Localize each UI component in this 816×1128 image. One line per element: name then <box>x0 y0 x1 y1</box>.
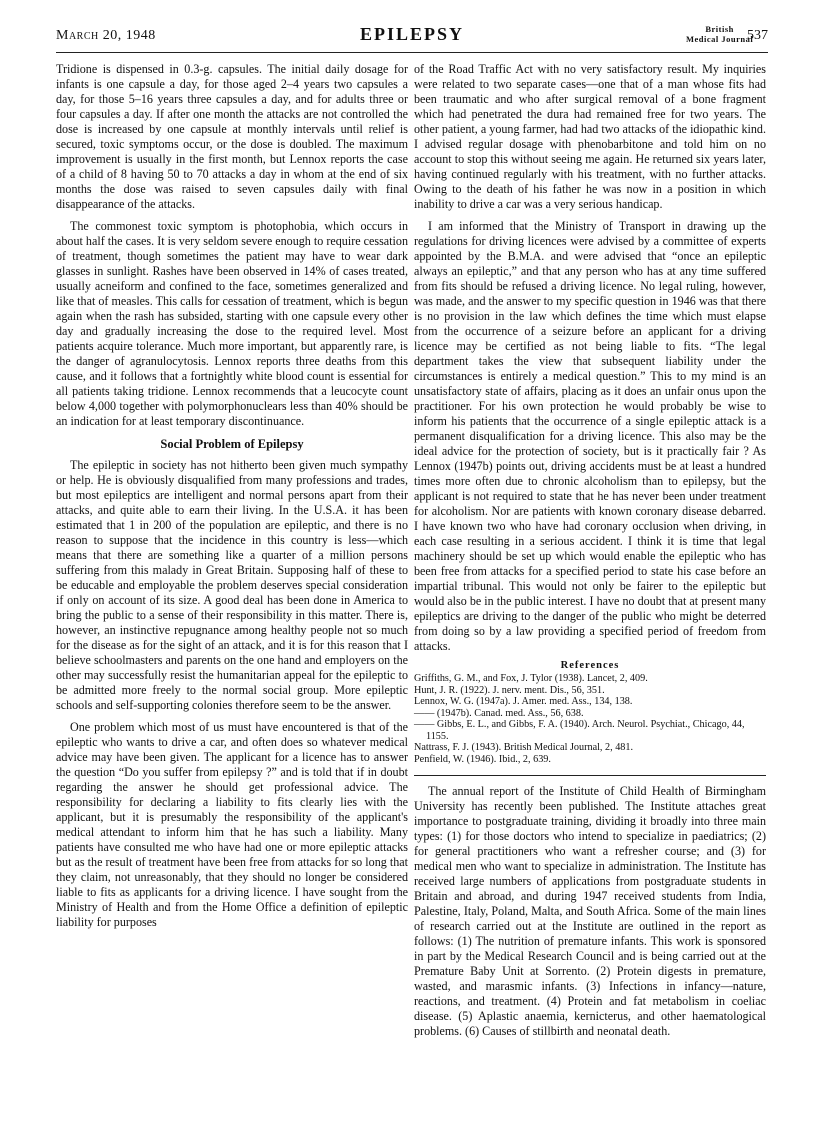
paragraph-social-problem: The epileptic in society has not hitherto been given much sympathy or help. He is obviously disqualified from many professions and trades, but most epileptics are intelligent and normal persons apart from their attacks, and quite able to earn their living. In the U.S.A. it has been estimated that 1 in 200 of the population are epileptic, and there is no reason to suppose that the incidence in this country is less—which means that there are something like a quarter of a million persons suffering from this malady in Great Britain. Supposing half of these to be educable and employable the problem deserves special consideration if only on account of its size. A good deal has been done in America to bring the public to a sense of their responsibility in this matter. There is, however, an instinctive repugnance among healthy people not so much for the disease as for the sight of an attack, and it is for this reason that I believe schoolmasters and parents on the one hand and employers on the other may successfully resist the humanitarian appeal for the epileptic to be admitted more freely to the normal social group. More epileptic schools and self-supporting colonies therefore seem to be the answer. <box>56 458 408 712</box>
journal-name <box>686 24 753 44</box>
journal-name-line1: British <box>705 24 734 34</box>
reference-item: —— (1947b). Canad. med. Ass., 56, 638. <box>414 707 584 719</box>
reference-item: Nattrass, F. J. (1943). British Medical Journal, 2, 481. <box>414 742 634 753</box>
references-heading: References <box>560 660 620 671</box>
running-title: EPILEPSY <box>359 24 465 44</box>
notice-divider <box>414 775 766 776</box>
paragraph-road-traffic-act: of the Road Traffic Act with no very satisfactory result. My inquiries were related to two separate cases—one that of a man whose fits had been traumatic and who after surgical removal of a bone fragment which had penetrated the dura had remained free for two years. The other patient, a young farmer, had had two attacks of the idiopathic kind. I advised regular dosage with phenobarbitone and told him on no account to stop this without seeing me again. He returned six years later, having continued regularly with his treatment, with no further attacks. Owing to the death of his father he was now in a position in which inability to drive a car was a very serious handicap. <box>414 62 766 211</box>
reference-item: —— Gibbs, E. L., and Gibbs, F. A. (1940). Arch. Neurol. Psychiat., Chicago, 44, 1155. <box>414 719 745 742</box>
page-number: 537 <box>747 28 768 43</box>
left-column <box>56 62 408 930</box>
paragraph-driving-problem: One problem which most of us must have encountered is that of the epileptic who wants to drive a car, and often does so whatever medical advice may have been given. The applicant for a licence has to answer the question “Do you suffer from epilepsy ?” and is told that if in doubt regarding the answer he should get professional advice. The responsibility for declaring a liability to fits clearly lies with the applicant, but it is presumably the responsibility of the applicant's medical attendant to inform him that he has such a liability. Many patients have consulted me who have had one or more epileptic attacks but as the result of treatment have been free from attacks for so long that they claim, not unreasonably, that they should no longer be considered liable to fits as applicants for a driving licence. I have sought from the Ministry of Health and from the Home Office a definition of epileptic liability for purposes <box>56 720 408 929</box>
paragraph-tridione-dosage: Tridione is dispensed in 0.3-g. capsules. The initial daily dosage for infants is one capsule a day, for those aged 2–4 years two capsules a day, for those 5–16 years three capsules a day, and for adults three or four capsules a day. If after one month the attacks are not controlled the dose is increased by one capsule at monthly intervals until relief is secured, toxic symptoms occur, or the dose is doubled. The maximum improvement is usually in the first month, but Lennox reports the case of a child of 8 having 50 to 70 attacks a day in whom at the end of six months the dose was raised to seven capsules daily with final disappearance of the attacks. <box>56 62 408 211</box>
section-heading: Social Problem of Epilepsy <box>160 437 304 451</box>
journal-name-line2: Medical Journal <box>686 34 754 44</box>
reference-item: Penfield, W. (1946). Ibid., 2, 639. <box>414 753 551 765</box>
issue-date: March 20, 1948 <box>56 28 156 43</box>
reference-item: Hunt, J. R. (1922). J. nerv. ment. Dis., 56, 351. <box>414 684 605 696</box>
reference-item: Griffiths, G. M., and Fox, J. Tylor (1938). Lancet, 2, 409. <box>414 673 648 684</box>
institute-notice: The annual report of the Institute of Child Health of Birmingham University has recently been published. The Institute attaches great importance to postgraduate training, dividing it broadly into three main types: (1) for those doctors who intend to specialize in paediatrics; (2) for general practitioners who want a refresher course; and (3) for medical men who want to specialize in administration. The Institute has received large numbers of applications from postgraduate students in Britain and abroad, and during 1947 received students from India, Palestine, Italy, Poland, Malta, and South Africa. Some of the main lines of research carried out at the Institute are outlined in the report as follows: (1) The nutrition of premature infants. This work is sponsored in part by the Medical Research Council and is being carried out at the Premature Baby Unit at Sorrento. (2) Protein digests in premature, wasted, and marasmic infants. (3) Infections in infancy—nature, reactions, and treatment. (4) Protein and fat metabolism in coeliac disease. (5) Aplastic anaemia, kernicterus, and other haematological problems. (6) Causes of stillbirth and neonatal death. <box>414 784 766 1038</box>
right-column <box>414 62 766 1039</box>
reference-item: Lennox, W. G. (1947a). J. Amer. med. Ass., 134, 138. <box>414 696 633 707</box>
paragraph-toxic-symptoms: The commonest toxic symptom is photophobia, which occurs in about half the cases. It is very seldom severe enough to require cessation of treatment, though sometimes the patient may have to wear dark glasses in sunlight. Rashes have been observed in 14% of cases treated, usually acneiform and confined to the face, sometimes generalized and like that of measles. This calls for cessation of treatment, which is begun again when the rash has subsided, starting with one capsule every other day and gradually increasing the dose to the required level. Most patients acquire tolerance. Much more important, but apparently rare, is the danger of agranulocytosis. Lennox reports three deaths from this cause, and it follows that a fortnightly white blood count is essential for all patients taking tridione. Lennox recommends that a leucocyte count below 4,000 together with polymorphonuclears less than 40% should be an indication for at least temporary discontinuance. <box>56 219 408 428</box>
header-rule <box>56 52 768 53</box>
page-header <box>56 22 768 52</box>
paragraph-ministry-of-transport: I am informed that the Ministry of Transport in drawing up the regulations for driving licences were advised by a committee of experts appointed by the B.M.A. and were advised that “once an epileptic always an epileptic,” and that any person who has at any time suffered from fits should be refused a driving licence. No legal ruling, however, was made, and the answer to my specific question in 1946 was that there is no provision in the law which defines the time which must elapse from the occurrence of a seizure before an applicant for a driving licence may be certified as not being liable to fits. “The legal department takes the view that subsequent liability under the circumstances is entirely a medical question.” This to my mind is an unsatisfactory state of affairs, placing as it does an unfair onus upon the practitioner. For his own protection he would probably be wise to inform his patients that the occurrence of a single epileptic attack is a permanent disqualification for a driving licence. This also may be the ideal advice for the protection of society, but is it practically fair ? As Lennox (1947b) points out, driving accidents must be at least a hundred times more often due to chronic alcoholism than to epilepsy, but the applicant is not required to state that he has never been under treatment for alcoholism. Nor are patients with known coronary disease debarred. I have known two who have had coronary occlusion when driving, in each case resulting in a serious accident. I think it is time that legal machinery should be set up which would enable the epileptic who has been free from attacks for a specified period to state his case before an impartial tribunal. This would not only be fairer to the epileptic but would also be in the public interest. I have no doubt that at present many epileptics are driving to the danger of the public who might be deterred from doing so by a law providing a specified period of freedom from attacks. <box>414 219 766 653</box>
